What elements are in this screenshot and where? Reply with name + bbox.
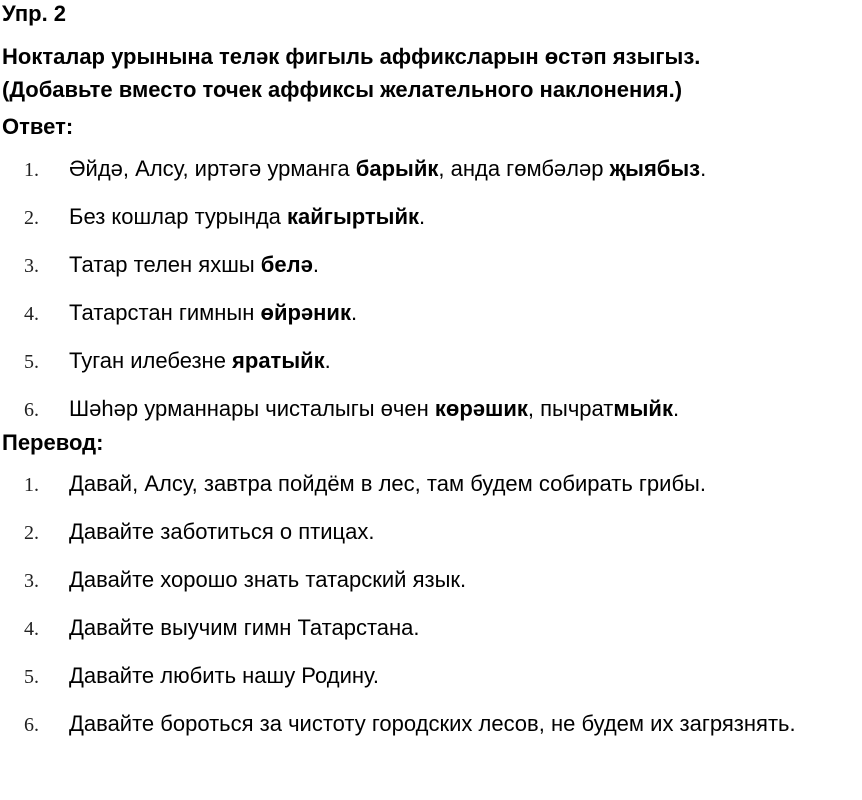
translation-sentence: Давайте заботиться о птицах. [69, 519, 375, 544]
translation-label: Перевод: [2, 430, 104, 455]
task-tatar: Нокталар урынына теләк фигыль аффиксларын өстәп языгыз. [2, 44, 701, 69]
sentence-segment-bold: яратыйк [232, 348, 325, 373]
sentence-segment-bold: өйрәник [260, 300, 351, 325]
item-number: 1. [24, 474, 39, 496]
answer-sentence [69, 204, 860, 230]
sentence-segment: Шәһәр урманнары чисталыгы өчен [69, 396, 435, 421]
sentence-segment: . [419, 204, 426, 229]
sentence-segment: . [350, 300, 358, 325]
item-number: 6. [24, 714, 39, 736]
sentence-segment: . [672, 396, 680, 421]
translation-item [2, 711, 860, 738]
exercise-title: Упр. 2 [2, 1, 67, 26]
task-russian: (Добавьте вместо точек аффиксы желательного наклонения.) [2, 77, 683, 102]
translation-sentence: Давайте хорошо знать татарский язык. [69, 567, 467, 592]
sentence-segment: Татарстан гимнын [69, 300, 261, 325]
item-number: 1. [24, 159, 39, 181]
sentence-segment-bold: белә [260, 252, 313, 277]
answer-item [2, 156, 860, 183]
sentence-segment-bold: барыйк [355, 156, 439, 181]
task-statement [2, 40, 860, 106]
answer-label: Ответ: [2, 114, 74, 139]
answer-item [2, 348, 860, 375]
translation-sentence: Давай, Алсу, завтра пойдём в лес, там будем собирать грибы. [69, 471, 706, 496]
translation-sentence: Давайте выучим гимн Татарстана. [69, 615, 420, 640]
sentence-segment-bold: көрәшик [434, 396, 528, 421]
item-number: 2. [24, 522, 39, 544]
translation-sentence: Давайте бороться за чистоту городских лесов, не будем их загрязнять. [69, 711, 796, 736]
translation-item [2, 471, 860, 498]
answer-sentence [69, 252, 860, 278]
answer-sentence [69, 396, 860, 422]
sentence-segment: Әйдә, Алсу, иртәгә урманга [69, 156, 356, 181]
sentence-segment: . [700, 156, 707, 181]
answer-sentence [69, 300, 860, 326]
sentence-segment: . [312, 252, 319, 277]
sentence-segment-bold: җыябыз [609, 156, 701, 181]
sentence-segment: . [324, 348, 331, 373]
sentence-segment: , анда гөмбәләр [438, 156, 610, 181]
sentence-segment: Татар телен яхшы [69, 252, 261, 277]
translation-sentence: Давайте любить нашу Родину. [69, 663, 379, 688]
translation-item [2, 519, 860, 546]
translation-list [2, 471, 860, 738]
answer-list [2, 156, 860, 423]
item-number: 6. [24, 399, 39, 421]
answer-item [2, 396, 860, 423]
item-number: 5. [24, 666, 39, 688]
answer-sentence [69, 156, 860, 182]
translation-item [2, 663, 860, 690]
item-number: 2. [24, 207, 39, 229]
sentence-segment: Без кошлар турында [69, 204, 288, 229]
item-number: 5. [24, 351, 39, 373]
answer-item [2, 300, 860, 327]
sentence-segment: , пычрат [527, 396, 614, 421]
sentence-segment: Туган илебезне [69, 348, 233, 373]
answer-item [2, 252, 860, 279]
item-number: 4. [24, 303, 39, 325]
sentence-segment-bold: кайгыртыйк [287, 204, 419, 229]
item-number: 3. [24, 255, 39, 277]
answer-sentence [69, 348, 860, 374]
item-number: 3. [24, 570, 39, 592]
sentence-segment-bold: мыйк [613, 396, 673, 421]
translation-item [2, 615, 860, 642]
answer-item [2, 204, 860, 231]
item-number: 4. [24, 618, 39, 640]
translation-item [2, 567, 860, 594]
